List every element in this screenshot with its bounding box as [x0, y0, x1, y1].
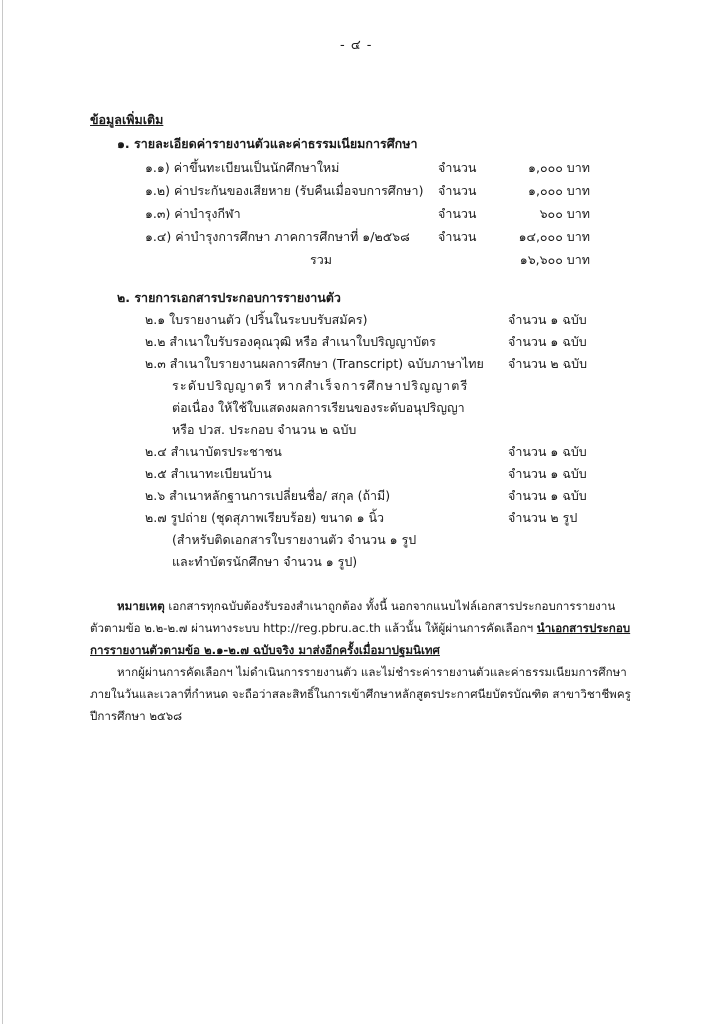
section2-title: ๒. รายการเอกสารประกอบการรายงานตัว: [117, 290, 341, 305]
fee-item-qty: จำนวน: [438, 206, 477, 221]
document-item-count: จำนวน ๑ ฉบับ: [508, 312, 587, 327]
fee-total-amount: ๑๖,๖๐๐ บาท: [519, 252, 590, 267]
fee-item-qty: จำนวน: [438, 229, 477, 244]
document-item-count: จำนวน ๒ ฉบับ: [508, 356, 588, 371]
document-item-count: จำนวน ๑ ฉบับ: [508, 466, 587, 481]
fee-item-amount: ๑,๐๐๐ บาท: [528, 183, 590, 198]
note-text: เอกสารทุกฉบับต้องรับรองสำเนาถูกต้อง ทั้งนี้ นอกจากแนบไฟล์เอกสารประกอบการรายงาน: [164, 599, 616, 613]
fee-item-label: ๑.๓) ค่าบำรุงกีฬา: [145, 206, 241, 221]
note-line: [90, 620, 630, 636]
document-item-continuation: และทำบัตรนักศึกษา จำนวน ๑ รูป): [172, 554, 358, 569]
fee-item-qty: จำนวน: [438, 183, 477, 198]
document-item-count: จำนวน ๑ ฉบับ: [508, 488, 587, 503]
document-item-continuation: หรือ ปวส. ประกอบ จำนวน ๒ ฉบับ: [172, 422, 357, 437]
document-item-count: จำนวน ๒ รูป: [508, 510, 578, 525]
document-item-continuation: (สำหรับติดเอกสารใบรายงานตัว จำนวน ๑ รูป: [172, 532, 417, 547]
document-item-continuation: ต่อเนื่อง ให้ใช้ใบแสดงผลการเรียนของระดับอนุปริญญา: [172, 400, 465, 415]
document-item-label: ๒.๗ รูปถ่าย (ชุดสุภาพเรียบร้อย) ขนาด ๑ นิ้ว: [145, 510, 385, 525]
document-item-label: ๒.๖ สำเนาหลักฐานการเปลี่ยนชื่อ/ สกุล (ถ้ามี): [145, 488, 391, 503]
document-item-count: จำนวน ๑ ฉบับ: [508, 334, 587, 349]
note-paragraph: ปีการศึกษา ๒๕๖๘: [90, 709, 183, 723]
section1-title: ๑. รายละเอียดค่ารายงานตัวและค่าธรรมเนียมการศึกษา: [117, 136, 418, 151]
fee-item-qty: จำนวน: [438, 160, 477, 175]
note-label: หมายเหตุ: [117, 599, 165, 613]
fee-item-label: ๑.๑) ค่าขึ้นทะเบียนเป็นนักศึกษาใหม่: [145, 160, 340, 175]
fee-item-label: ๑.๒) ค่าประกันของเสียหาย (รับคืนเมื่อจบการศึกษา): [145, 183, 424, 198]
scan-edge-line: [2, 0, 3, 1024]
fee-item-amount: ๑๔,๐๐๐ บาท: [518, 229, 590, 244]
fee-total-label: รวม: [310, 252, 332, 267]
document-item-label: ๒.๔ สำเนาบัตรประชาชน: [145, 444, 282, 459]
page-number: - ๔ -: [340, 38, 373, 53]
note-emphasis: นำเอกสารประกอบ: [536, 621, 631, 635]
note-paragraph: ภายในวันและเวลาที่กำหนด จะถือว่าสละสิทธิ์ในการเข้าศึกษาหลักสูตรประกาศนียบัตรบัณฑิต สาขาวิชาชีพครู: [90, 687, 631, 701]
fee-item-amount: ๖๐๐ บาท: [539, 206, 590, 221]
note-emphasis: การรายงานตัวตามข้อ ๒.๑-๒.๗ ฉบับจริง มาส่งอีกครั้งเมื่อมาปฐมนิเทศ: [90, 643, 440, 657]
document-item-label: ๒.๑ ใบรายงานตัว (ปริ้นในระบบรับสมัคร): [145, 312, 368, 327]
document-item-label: ๒.๕ สำเนาทะเบียนบ้าน: [145, 466, 272, 481]
document-item-label: ๒.๒ สำเนาใบรับรองคุณวุฒิ หรือ สำเนาใบปริญญาบัตร: [145, 334, 436, 349]
note-text: ตัวตามข้อ ๒.๒-๒.๗ ผ่านทางระบบ http://reg.pbru.ac.th แล้วนั้น ให้ผู้ผ่านการคัดเลือกฯ: [90, 621, 537, 635]
note-paragraph: หากผู้ผ่านการคัดเลือกฯ ไม่ดำเนินการรายงานตัว และไม่ชำระค่ารายงานตัวและค่าธรรมเนียมการศึกษา: [117, 665, 627, 679]
document-item-continuation: ระดับปริญญาตรี หากสำเร็จการศึกษาปริญญาตรี: [172, 378, 469, 393]
document-item-count: จำนวน ๑ ฉบับ: [508, 444, 587, 459]
section-heading: ข้อมูลเพิ่มเติม: [90, 112, 164, 127]
fee-item-label: ๑.๔) ค่าบำรุงการศึกษา ภาคการศึกษาที่ ๑/๒๕๖๘: [145, 229, 410, 244]
document-item-label: ๒.๓ สำเนาใบรายงานผลการศึกษา (Transcript) ฉบับภาษาไทย: [145, 356, 484, 371]
note-line: [117, 598, 615, 614]
fee-item-amount: ๑,๐๐๐ บาท: [528, 160, 590, 175]
